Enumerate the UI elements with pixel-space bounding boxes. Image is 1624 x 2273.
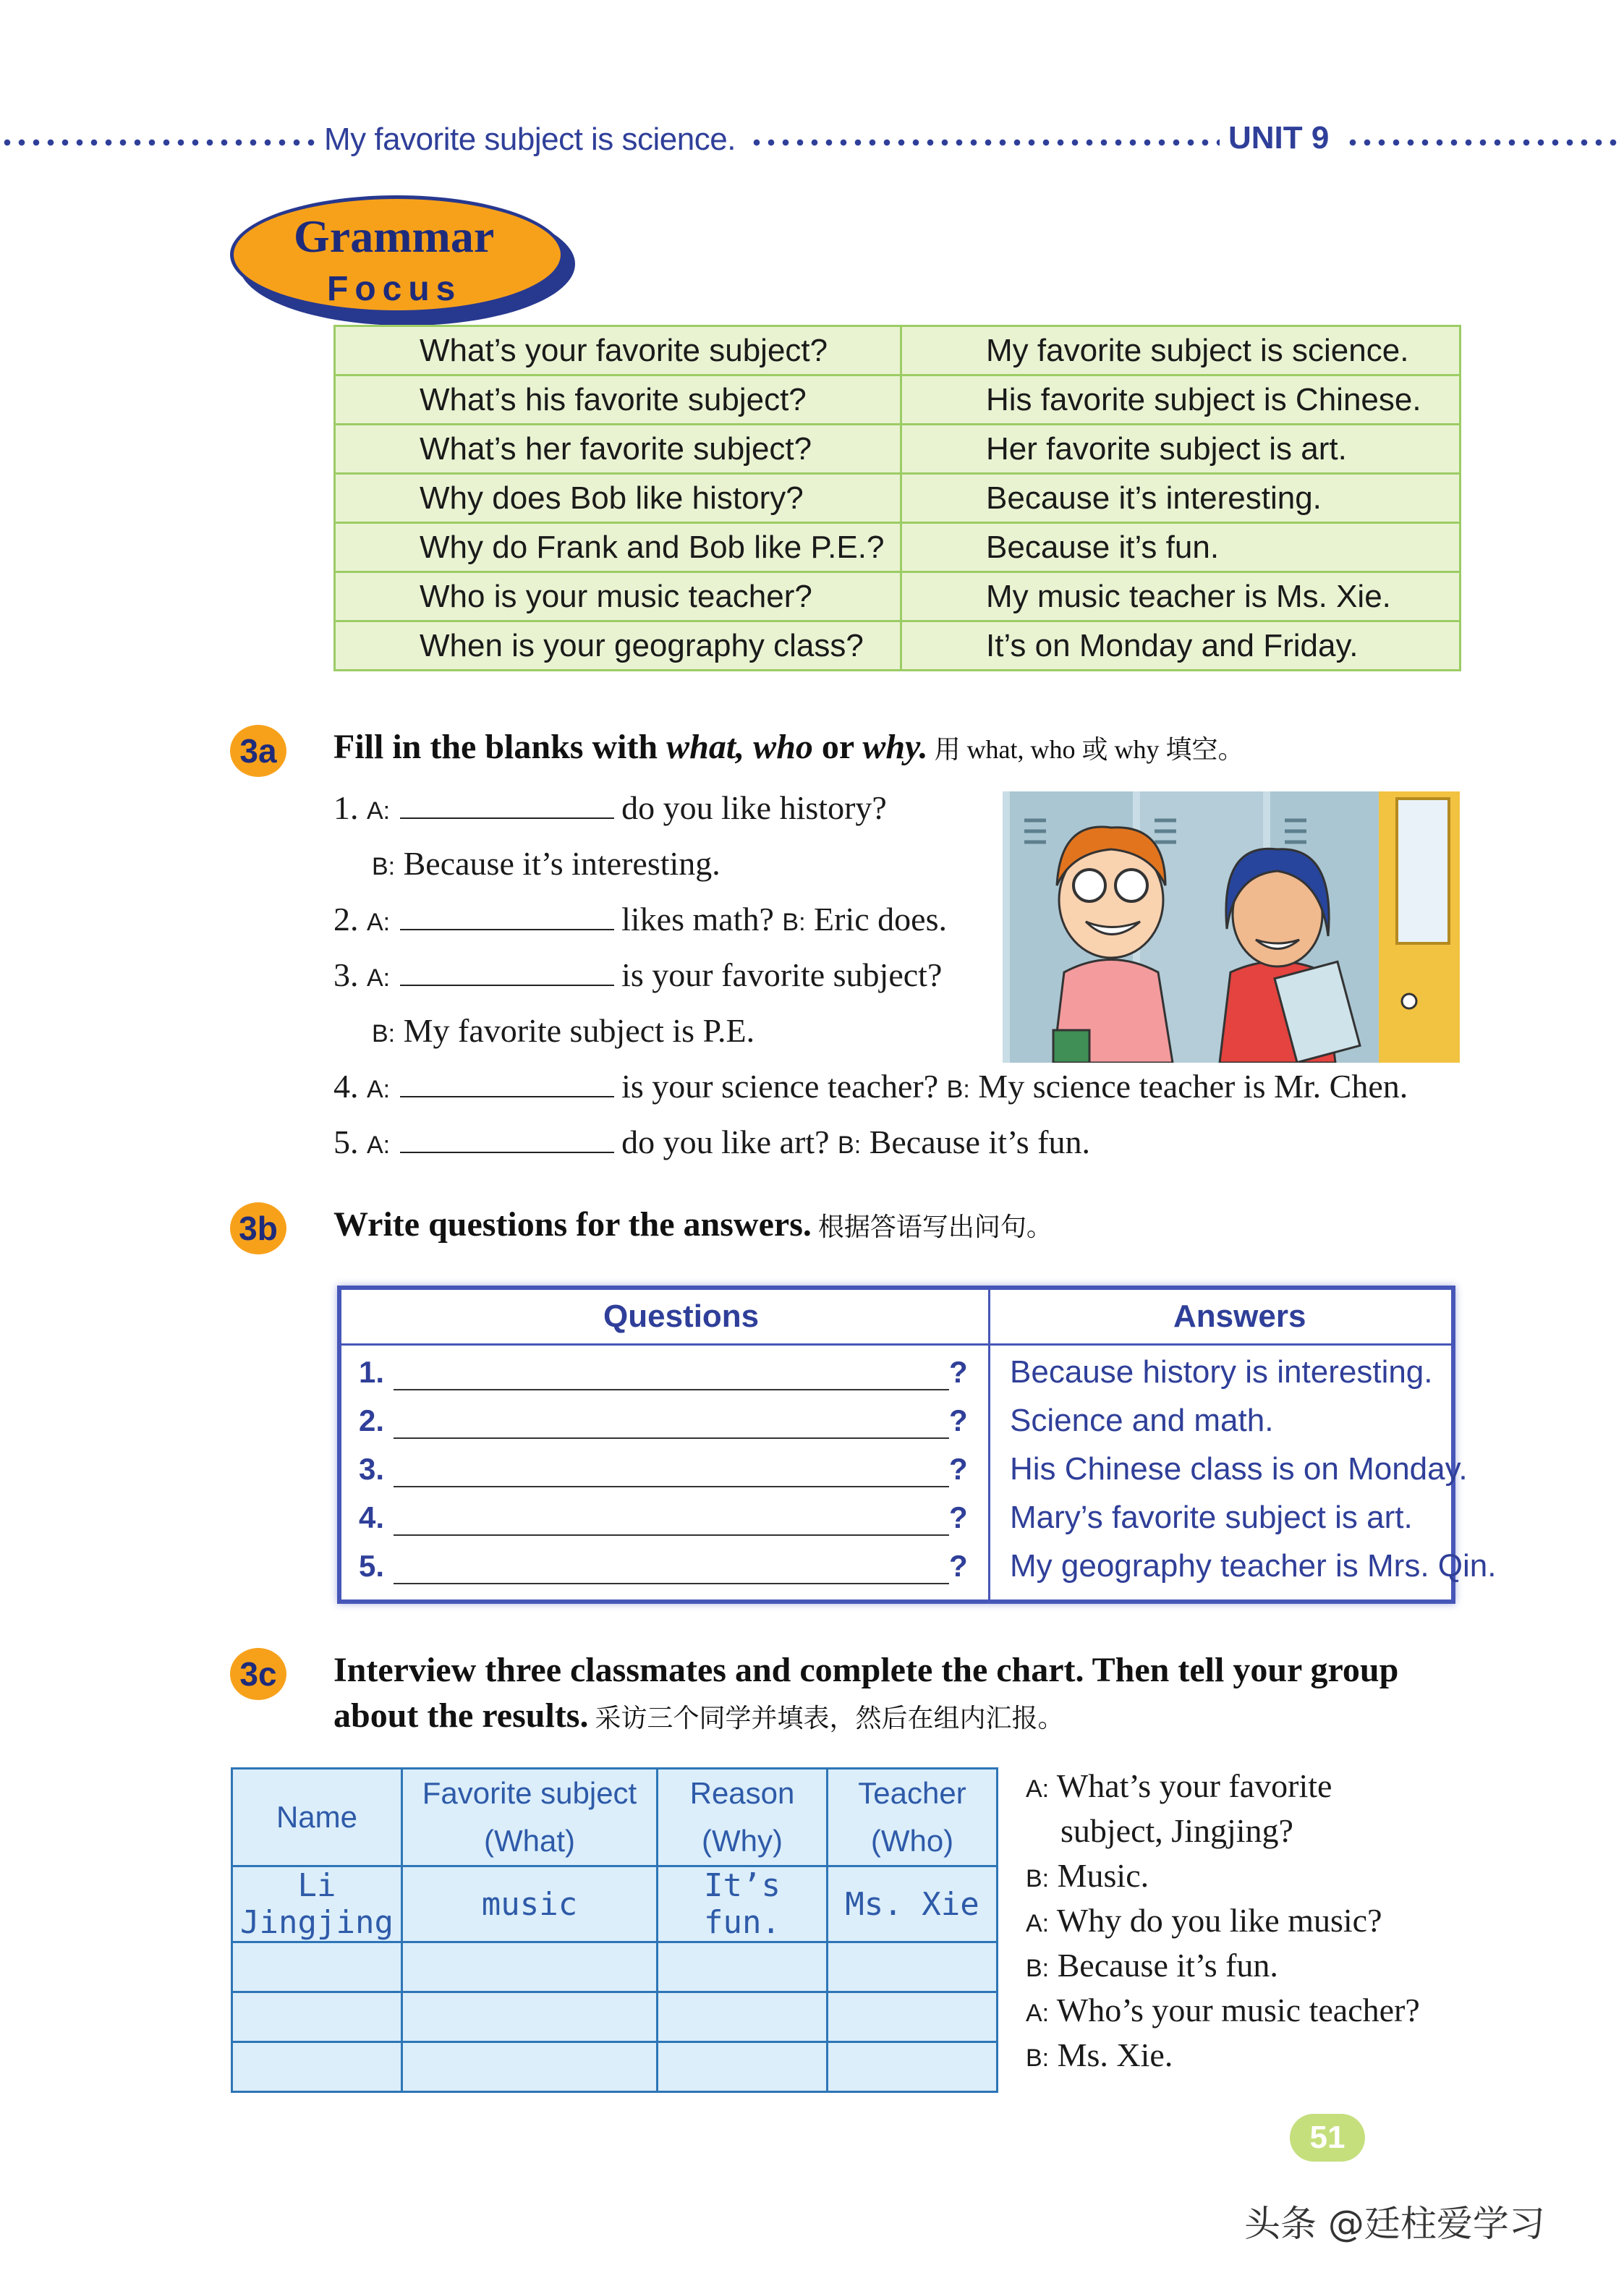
exercise-3a-item-2 (333, 900, 947, 938)
grammar-row (335, 621, 1461, 671)
dialogue-speaker: B: (1026, 1865, 1050, 1892)
header-dots-left (0, 137, 318, 148)
empty-cell[interactable] (828, 1992, 998, 2042)
dialogue-speaker: A: (1026, 1910, 1050, 1937)
empty-cell[interactable] (232, 1942, 402, 1992)
speaker-b: B: (372, 1020, 396, 1048)
header-subject (402, 1769, 658, 1866)
empty-cell[interactable] (232, 1992, 402, 2042)
grammar-answer: His favorite subject is Chinese. (901, 375, 1461, 425)
speaker-a: A: (367, 909, 391, 936)
header-divider (341, 1343, 1451, 1346)
dialogue-speaker: A: (1026, 1775, 1050, 1803)
speaker-b: B: (372, 853, 396, 880)
instr-cn: 用 what, who 或 why 填空。 (927, 735, 1244, 764)
empty-cell[interactable] (402, 2042, 658, 2092)
empty-cell[interactable] (232, 2042, 402, 2092)
answer-text: His Chinese class is on Monday. (1010, 1451, 1468, 1487)
item-text: Because it’s interesting. (403, 845, 720, 882)
question-mark: ? (949, 1403, 968, 1437)
dialogue-line (1026, 1767, 1332, 1805)
grammar-question: What’s his favorite subject? (335, 375, 901, 425)
question-mark: ? (949, 1500, 968, 1534)
header-subject-2: (What) (484, 1824, 575, 1858)
question-mark: ? (949, 1549, 968, 1583)
grammar-focus-table (333, 325, 1461, 671)
answer-text: My geography teacher is Mrs. Qin. (1010, 1548, 1497, 1584)
grammar-answer: Because it’s fun. (901, 523, 1461, 572)
dialogue-line (1026, 1901, 1382, 1940)
section-3b-badge: 3b (230, 1202, 286, 1254)
item-text: do you like history? (621, 789, 887, 826)
header-teacher (828, 1769, 998, 1866)
grammar-question: What’s your favorite subject? (335, 326, 901, 375)
instr-or: or (812, 728, 863, 766)
dialogue-speaker: B: (1026, 1955, 1050, 1982)
item-number: 2. (333, 901, 359, 938)
header-teacher-1: Teacher (858, 1776, 966, 1810)
exercise-3a-item-1b (372, 844, 720, 883)
dialogue-text: Why do you like music? (1056, 1902, 1382, 1939)
grammar-focus-label-1: Grammar (294, 211, 495, 262)
section-3c-instruction-2 (333, 1696, 1064, 1735)
item-text: Because it’s fun. (869, 1123, 1090, 1160)
dialogue-speaker: B: (1026, 2044, 1050, 2072)
question-answer-line[interactable] (394, 1486, 949, 1487)
section-3c-badge: 3c (230, 1648, 286, 1700)
header-name: Name (232, 1769, 402, 1866)
answers-header: Answers (1173, 1299, 1306, 1334)
empty-cell[interactable] (658, 1992, 828, 2042)
item-text: is your favorite subject? (621, 956, 943, 993)
dialogue-line (1026, 2036, 1173, 2074)
dialogue-line (1026, 1946, 1278, 1984)
grammar-question: Why do Frank and Bob like P.E.? (335, 523, 901, 572)
item-text: My favorite subject is P.E. (403, 1012, 755, 1049)
exercise-3a-item-1 (333, 789, 887, 827)
instr-text: Fill in the blanks with (333, 728, 667, 766)
chart-empty-row (232, 1992, 998, 2042)
question-number: 1. (359, 1355, 385, 1389)
grammar-question: Why does Bob like history? (335, 474, 901, 523)
exercise-3a-item-4 (333, 1067, 1408, 1105)
instr-text: Write questions for the answers. (333, 1205, 812, 1244)
header-reason (658, 1769, 828, 1866)
question-number: 5. (359, 1549, 385, 1583)
empty-cell[interactable] (658, 2042, 828, 2092)
column-divider (988, 1290, 990, 1599)
question-number: 3. (359, 1452, 385, 1486)
instr-words: what, who (666, 728, 813, 766)
instr-cn: 采访三个同学并填表，然后在组内汇报。 (588, 1704, 1064, 1733)
header-reason-2: (Why) (702, 1824, 783, 1858)
grammar-answer: My music teacher is Ms. Xie. (901, 572, 1461, 621)
question-mark: ? (949, 1452, 968, 1486)
dialogue-text: Who’s your music teacher? (1056, 1992, 1420, 2028)
header-unit: UNIT 9 (1228, 120, 1330, 156)
dialogue-text: Ms. Xie. (1057, 2036, 1173, 2073)
exercise-3a-item-3b (372, 1011, 754, 1050)
chart-header-row (232, 1769, 998, 1866)
header-reason-1: Reason (689, 1776, 795, 1810)
chart-empty-row (232, 2042, 998, 2092)
grammar-answer: Her favorite subject is art. (901, 425, 1461, 474)
grammar-question: Who is your music teacher? (335, 572, 901, 621)
students-illustration (1003, 791, 1460, 1063)
item-text: is your science teacher? (621, 1068, 939, 1105)
dialogue-line (1060, 1811, 1293, 1850)
grammar-focus-label-2: Focus (327, 270, 462, 308)
exercise-3a-item-5 (333, 1123, 1090, 1161)
empty-cell[interactable] (402, 1942, 658, 1992)
item-text: My science teacher is Mr. Chen. (978, 1068, 1408, 1105)
grammar-row (335, 523, 1461, 572)
speaker-a: A: (367, 964, 391, 992)
answer-text: Mary’s favorite subject is art. (1010, 1500, 1413, 1535)
header-teacher-2: (Who) (870, 1824, 954, 1858)
grammar-question: What’s her favorite subject? (335, 425, 901, 474)
page-number: 51 (1290, 2114, 1365, 2162)
grammar-row (335, 375, 1461, 425)
speaker-b: B: (946, 1076, 970, 1103)
answer-blank[interactable] (400, 791, 614, 819)
question-answer-line[interactable] (394, 1389, 949, 1390)
instr-why: why. (862, 728, 928, 766)
instr-text: about the results. (333, 1696, 589, 1735)
speaker-a: A: (367, 1076, 391, 1103)
question-mark: ? (949, 1355, 968, 1389)
section-3c-instruction-1: Interview three classmates and complete the chart. Then tell your group (333, 1651, 1399, 1689)
dialogue-text: What’s your favorite (1056, 1767, 1332, 1804)
example-subject: music (402, 1866, 658, 1942)
dialogue-text: Because it’s fun. (1057, 1947, 1278, 1984)
header-dots-middle (749, 137, 1220, 148)
item-text: do you like art? (621, 1123, 830, 1160)
answer-text: Because history is interesting. (1010, 1354, 1433, 1390)
empty-cell[interactable] (828, 2042, 998, 2092)
grammar-question: When is your geography class? (335, 621, 901, 671)
empty-cell[interactable] (658, 1942, 828, 1992)
section-3a-instruction (333, 727, 1244, 767)
speaker-a: A: (367, 1131, 391, 1159)
speaker-b: B: (838, 1131, 862, 1159)
dialogue-speaker: A: (1026, 2000, 1050, 2027)
grammar-row (335, 474, 1461, 523)
question-answer-line[interactable] (394, 1534, 949, 1536)
exercise-3a-item-3 (333, 956, 942, 994)
dialogue-line (1026, 1856, 1149, 1895)
question-number: 2. (359, 1403, 385, 1437)
question-answer-line[interactable] (394, 1583, 949, 1584)
answer-blank[interactable] (400, 1070, 614, 1097)
answer-text: Science and math. (1010, 1403, 1274, 1438)
example-teacher: Ms. Xie (828, 1866, 998, 1942)
section-3b-instruction (333, 1205, 1053, 1244)
item-text: likes math? (621, 901, 774, 938)
dialogue-text: Music. (1057, 1857, 1149, 1894)
grammar-answer: Because it’s interesting. (901, 474, 1461, 523)
grammar-row (335, 326, 1461, 375)
question-number: 4. (359, 1500, 385, 1534)
answer-blank[interactable] (400, 903, 614, 930)
questions-header: Questions (603, 1299, 760, 1334)
answer-blank[interactable] (400, 959, 614, 986)
speaker-b: B: (782, 909, 806, 936)
item-number: 4. (333, 1068, 359, 1105)
speaker-a: A: (367, 797, 391, 825)
grammar-row (335, 572, 1461, 621)
chart-example-row (232, 1866, 998, 1942)
grammar-answer: My favorite subject is science. (901, 326, 1461, 375)
watermark-text: 头条 @廷柱爱学习 (1244, 2203, 1545, 2245)
chart-empty-row (232, 1942, 998, 1992)
grammar-answer: It’s on Monday and Friday. (901, 621, 1461, 671)
empty-cell[interactable] (828, 1942, 998, 1992)
answer-blank[interactable] (400, 1126, 614, 1153)
question-answer-line[interactable] (394, 1437, 949, 1439)
dialogue-text: subject, Jingjing? (1060, 1812, 1293, 1849)
item-number: 3. (333, 956, 359, 993)
grammar-row (335, 425, 1461, 474)
header-subject-1: Favorite subject (422, 1776, 637, 1810)
interview-chart (231, 1767, 998, 2093)
instr-cn: 根据答语写出问句。 (811, 1212, 1053, 1241)
item-number: 5. (333, 1123, 359, 1160)
section-3a-badge: 3a (230, 725, 286, 777)
item-text: Eric does. (814, 901, 947, 938)
dialogue-line (1026, 1991, 1420, 2029)
example-reason: It’s fun. (658, 1866, 828, 1942)
example-name: Li Jingjing (232, 1866, 402, 1942)
item-number: 1. (333, 789, 359, 826)
empty-cell[interactable] (402, 1992, 658, 2042)
header-dots-right (1345, 137, 1624, 148)
header-title: My favorite subject is science. (324, 122, 736, 157)
